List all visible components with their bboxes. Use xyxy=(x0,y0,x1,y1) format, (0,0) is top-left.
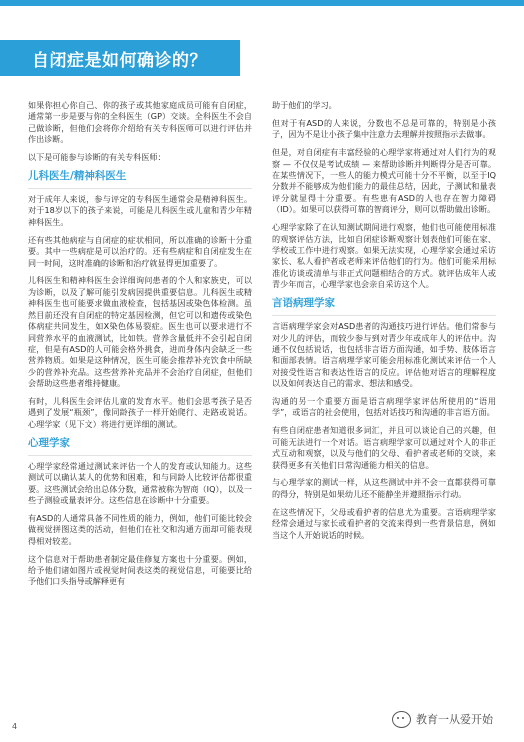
wechat-watermark xyxy=(392,708,493,730)
paragraph: 沟通的另一个重要方面是语言病理学家评估所使用的“语用学”，或语言的社会使用，包括对话技巧和沟通的非言语方面。 xyxy=(272,396,496,418)
paragraph: 但是，对自闭症有丰富经验的心理学家将通过对人们行为的观察 — 不仅仅是考试成绩 — 来帮助诊断并判断得分是否可靠。在某些情况下，一些人的能力模式可能十分不平衡，以至于IQ分数并不能够成为他们能力的最佳总结，因此，子测试和量表评分就显得十分重要。有些患有ASD的人也存在智力障碍（ID）。如果可以获得可靠的智商评分，则可以帮助做出诊断。 xyxy=(272,147,496,215)
paragraph: 如果你担心你自己、你的孩子或其他家庭成员可能有自闭症，通常第一步是要与你的全科医生（GP）交谈。全科医生不会自己做诊断，但他们会将你介绍给有关专科医师可以进行评估并作出诊断。 xyxy=(28,100,252,145)
top-accent-bar xyxy=(0,0,524,6)
article-body xyxy=(28,100,496,700)
paragraph: 有时，儿科医生会评估儿童的发育水平。他们会思考孩子是否遇到了发展“瓶颈”，像同龄孩子一样开始爬行、走路或说话。心理学家（见下文）将进行更详细的测试。 xyxy=(28,396,252,429)
paragraph: 心理学家除了在认知测试期间进行观察，他们也可能使用标准的观察评估方法，比如自闭症诊断观察计划表他们可能在家、学校或工作中进行观察。如果无法实现，心理学家会通过采访家长、私人看护者或老师来评估他们的行为。他们可能采用标准化访谈或清单与非正式问题相结合的方式。就评估成年人或青少年而言，心理学家也会亲自采访这个人。 xyxy=(272,222,496,290)
paragraph: 儿科医生和精神科医生会详细询问患者的个人和家族史，可以为诊断，以及了解可能引发病因提供重要信息。儿科医生或精神科医生也可能要求做血液检查，包括基因或染色体检测。虽然目前还没有自闭症的特定基因检测，但它可以和遗传或染色体病症共同发生，如X染色体易裂症。医生也可以要求进行不同营养水平的血液测试，比如铁。营养含量低并不会引起自闭症，但是有ASD的人可能会格外挑食，进而身体内会缺乏一些营养物质。如果是这种情况，医生可能会推荐补充饮食中所缺少的营养补充品。这些营养补充品并不会治疗自闭症，但他们会帮助这些患者维持健康。 xyxy=(28,275,252,389)
paragraph: 有ASD的人通常具备不同性质的能力，例如，他们可能比较会做视觉拼图这类的活动，但他们在社交和沟通方面却可能表现得相对较差。 xyxy=(28,512,252,546)
section-heading-speech-pathologist: 言语病理学家 xyxy=(272,297,335,310)
paragraph: 这个信息对于帮助患者制定最佳修复方案也十分重要。例如，给予他们诸如图片或视觉时间表这类的视觉信息，可能要比给予他们口头指导或解释更有 xyxy=(28,553,252,587)
paragraph: 对于成年人来说，参与评定的专科医生通常会是精神科医生。对于18岁以下的孩子来说，可能是儿科医生或儿童和青少年精神科医生。 xyxy=(28,194,252,227)
left-column xyxy=(28,100,252,700)
page-number: 4 xyxy=(12,722,18,731)
paragraph: 有些自闭症患者知道很多词汇，并且可以谈论自己的兴趣，但可能无法进行一个对话。语言病理学家可以通过对个人的非正式互动和观察，以及与他们的父母、看护者或老师的交谈，来获得更多有关他们日常沟通能力相关的信息。 xyxy=(272,425,496,470)
page-title: 自闭症是如何确诊的？ xyxy=(32,51,207,71)
right-column xyxy=(272,100,496,700)
section-divider xyxy=(28,455,252,456)
title-banner xyxy=(0,40,240,76)
paragraph: 还有些其他病症与自闭症的症状相同，所以准确的诊断十分重要。其中一些病症是可以治疗的。还有些病症和自闭症发生在同一时间，这时准确的诊断和治疗就显得更加重要了。 xyxy=(28,234,252,268)
paragraph: 心理学家经常通过测试来评估一个人的发育或认知能力。这些测试可以确认某人的优势和困难，和与同龄人比较评估都很重要。这些测试会给出总体分数，通常被称为智商（IQ），以及一些子测验或量表评分。这些信息在诊断中十分重要。 xyxy=(28,460,252,505)
watermark-text: 教育一从爱开始 xyxy=(416,713,493,726)
section-divider xyxy=(272,315,496,316)
paragraph: 与心理学家的测试一样，从这些测试中并不会一直都获得可靠的得分，特别是如果幼儿还不能静坐并遵照指示行动。 xyxy=(272,477,496,499)
paragraph: 在这些情况下，父母或看护者的信息尤为重要。言语病理学家经常会通过与家长或看护者的交流来得到一些背景信息，例如当这个人开始说话的时候。 xyxy=(272,506,496,540)
section-heading-pediatrician: 儿科医生/精神科医生 xyxy=(28,170,127,183)
wechat-icon xyxy=(392,711,411,728)
section-heading-psychologist: 心理学家 xyxy=(28,436,70,449)
paragraph: 助于他们的学习。 xyxy=(272,100,337,110)
paragraph: 言语病理学家会对ASD患者的沟通技巧进行评估。他们常参与对少儿的评估，而较少参与到对青少年或成年人的评估中。沟通不仅包括说话，也包括非言语方面沟通，如手势、肢体语言和面部表情。语言病理学家可能会用标准化测试来评估一个人对接受性语言和表达性语言的反应。评估他对语言的理解程度以及如何表达自己的需求、想法和感受。 xyxy=(272,321,496,389)
paragraph: 但对于有ASD的人来说，分数也不总是可靠的，特别是小孩子，因为不是让小孩子集中注意力去理解并按照指示去做事。 xyxy=(272,117,496,140)
paragraph: 以下是可能参与诊断的有关专科医师： xyxy=(28,152,166,163)
section-divider xyxy=(28,188,252,189)
